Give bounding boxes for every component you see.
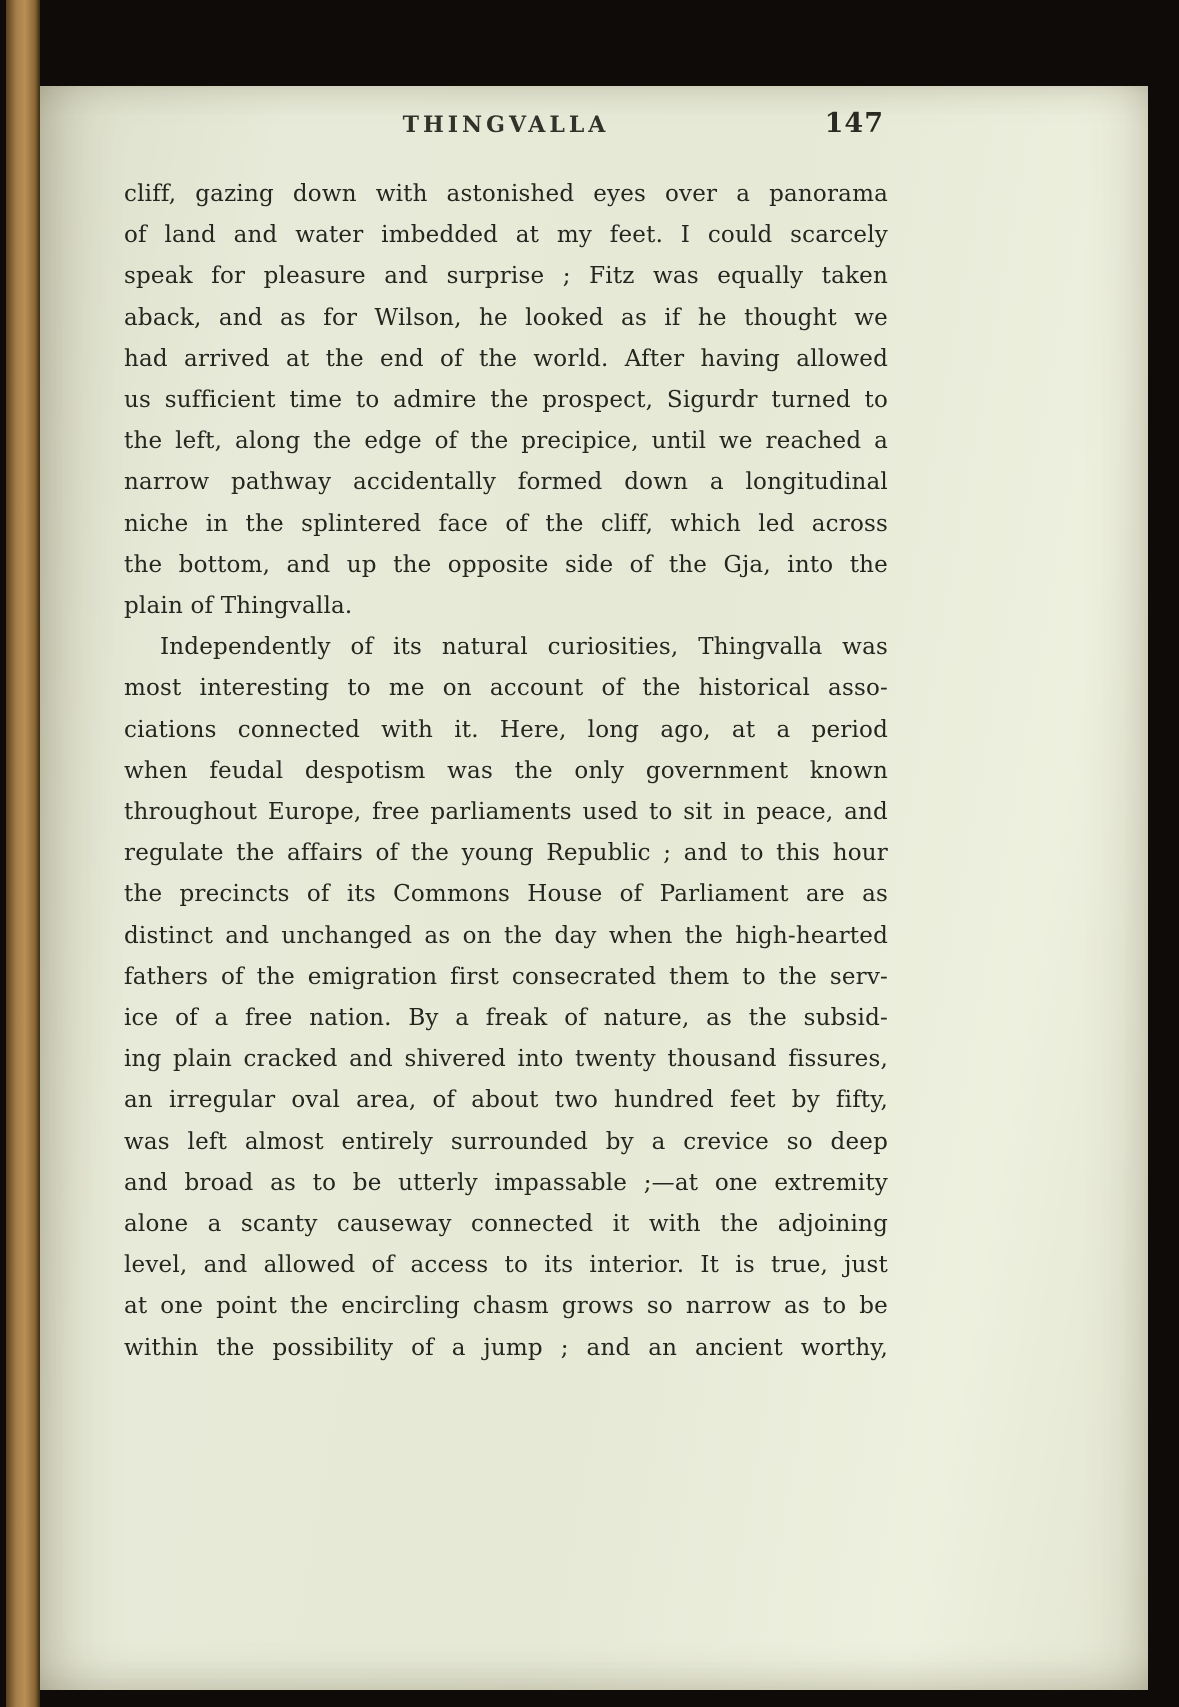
text-line: was left almost entirely surrounded by a crevice so deep xyxy=(124,1128,888,1155)
text-line: ing plain cracked and shivered into twenty thousand fissures, xyxy=(124,1046,888,1073)
text-line: the left, along the edge of the precipice, until we reached a xyxy=(124,428,888,455)
text-line: the precincts of its Commons House of Parliament are as xyxy=(124,881,888,908)
text-line: distinct and unchanged as on the day when the high-hearted xyxy=(124,922,888,949)
text-line: ciations connected with it. Here, long ago, at a period xyxy=(124,716,888,743)
text-line: speak for pleasure and surprise ; Fitz was equally taken xyxy=(124,263,888,290)
text-block xyxy=(124,174,888,1369)
text-line: within the possibility of a jump ; and an ancient worthy, xyxy=(124,1334,888,1361)
text-line: Independently of its natural curiosities, Thingvalla was xyxy=(160,634,888,661)
text-line: level, and allowed of access to its interior. It is true, just xyxy=(124,1252,888,1279)
text-line: aback, and as for Wilson, he looked as if he thought we xyxy=(124,304,888,331)
text-line: an irregular oval area, of about two hundred feet by fifty, xyxy=(124,1087,888,1114)
text-line: when feudal despotism was the only government known xyxy=(124,757,888,784)
text-line: of land and water imbedded at my feet. I could scarcely xyxy=(124,222,888,249)
book-binding-edge xyxy=(6,0,40,1707)
text-line: regulate the affairs of the young Republic ; and to this hour xyxy=(124,840,888,867)
paragraph xyxy=(124,174,888,627)
text-line: cliff, gazing down with astonished eyes over a panorama xyxy=(124,181,888,207)
running-title: THINGVALLA xyxy=(402,112,610,138)
text-line: niche in the splintered face of the cliff, which led across xyxy=(124,510,888,537)
text-line: us sufficient time to admire the prospect, Sigurdr turned to xyxy=(124,387,888,414)
text-line: at one point the encircling chasm grows so narrow as to be xyxy=(124,1293,888,1320)
text-line: narrow pathway accidentally formed down a longitudinal xyxy=(124,469,888,496)
text-line: fathers of the emigration first consecrated them to the serv- xyxy=(124,963,888,990)
text-line: had arrived at the end of the world. After having allowed xyxy=(124,345,888,372)
page-content xyxy=(124,86,888,1369)
page-number: 147 xyxy=(824,108,884,139)
text-line: ice of a free nation. By a freak of nature, as the subsid- xyxy=(124,1005,888,1032)
text-line: most interesting to me on account of the historical asso- xyxy=(124,675,888,702)
text-line: the bottom, and up the opposite side of the Gja, into the xyxy=(124,551,888,578)
text-line: throughout Europe, free parliaments used to sit in peace, and xyxy=(124,799,888,826)
page-header xyxy=(124,108,888,152)
text-line: alone a scanty causeway connected it with the adjoining xyxy=(124,1211,888,1238)
page xyxy=(40,86,1148,1690)
text-line: plain of Thingvalla. xyxy=(124,593,353,620)
paragraph xyxy=(124,627,888,1369)
text-line: and broad as to be utterly impassable ;—at one extremity xyxy=(124,1169,888,1196)
